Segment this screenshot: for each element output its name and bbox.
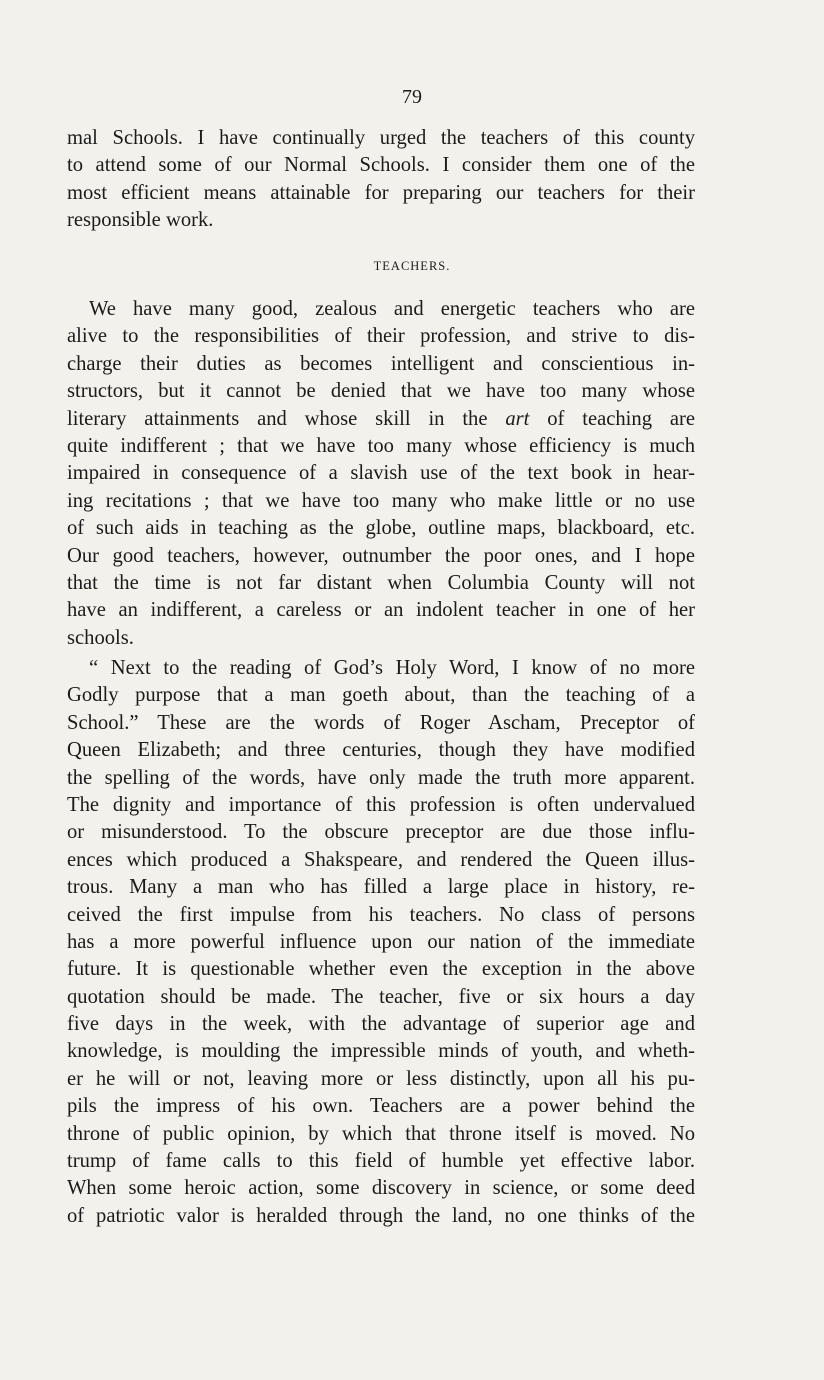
section-heading: TEACHERS. (373, 259, 451, 273)
text-line: have an indifferent, a careless or an indolent teacher in one of her (67, 599, 695, 622)
text-line: We have many good, zealous and energetic teachers who are (89, 298, 695, 320)
text-line: alive to the responsibilities of their profession, and strive to dis- (67, 325, 695, 348)
text-line: School.” These are the words of Roger Ascham, Preceptor of (67, 711, 695, 734)
text-line: quite indifferent ; that we have too many whose efficiency is much (67, 434, 695, 457)
text-line: quotation should be made. The teacher, five or six hours a day (67, 985, 695, 1008)
text-line: “ Next to the reading of God’s Holy Word, I know of no more (89, 657, 695, 679)
page-number: 79 (402, 86, 422, 108)
text-line: that the time is not far distant when Columbia County will not (67, 571, 695, 594)
text-line: Godly purpose that a man goeth about, than the teaching of a (67, 684, 695, 707)
text-line: the spelling of the words, have only made the truth more apparent. (67, 766, 695, 789)
text-line: to attend some of our Normal Schools. I consider them one of the (67, 154, 695, 177)
text-line: structors, but it cannot be denied that we have too many whose (67, 380, 695, 403)
text-line: er he will or not, leaving more or less distinctly, upon all his pu- (67, 1067, 695, 1090)
text-line: five days in the week, with the advantage of superior age and (67, 1013, 695, 1036)
text-line: The dignity and importance of this profession is often undervalued (67, 793, 695, 816)
text-line: responsible work. (67, 209, 214, 232)
teachers-paragraph-2 (67, 655, 695, 1230)
teachers-paragraph-1 (67, 296, 695, 652)
text-line: pils the impress of his own. Teachers are a power behind the (67, 1095, 695, 1118)
text-line: most efficient means attainable for preparing our teachers for their (67, 181, 695, 204)
text-line: future. It is questionable whether even the exception in the above (67, 958, 695, 981)
text-line: ences which produced a Shakspeare, and rendered the Queen illus- (67, 848, 695, 871)
text-line: Queen Elizabeth; and three centuries, though they have modified (67, 739, 695, 762)
text-line: or misunderstood. To the obscure preceptor are due those influ- (67, 821, 695, 844)
text-line: charge their duties as becomes intelligent and conscientious in- (67, 352, 695, 375)
text-line: Our good teachers, however, outnumber the poor ones, and I hope (67, 544, 695, 567)
text-line-with-italic: literary attainments and whose skill in the art of teaching are (67, 407, 695, 430)
text-line: ceived the first impulse from his teachers. No class of persons (67, 903, 695, 926)
italic-word: art (505, 407, 530, 430)
text-line: knowledge, is moulding the impressible minds of youth, and wheth- (67, 1040, 695, 1063)
text-line: has a more powerful influence upon our nation of the immediate (67, 930, 695, 953)
text-line: When some heroic action, some discovery in science, or some deed (67, 1177, 695, 1200)
text-line: mal Schools. I have continually urged the teachers of this county (67, 127, 695, 149)
text-line: of patriotic valor is heralded through the land, no one thinks of the (67, 1204, 695, 1227)
text-line: trous. Many a man who has filled a large place in history, re- (67, 876, 695, 899)
text-line: schools. (67, 626, 134, 649)
intro-paragraph (67, 125, 695, 235)
text-line: trump of fame calls to this field of humble yet effective labor. (67, 1150, 695, 1173)
text-line: throne of public opinion, by which that throne itself is moved. No (67, 1122, 695, 1145)
text-line: impaired in consequence of a slavish use of the text book in hear- (67, 462, 695, 485)
text-line: ing recitations ; that we have too many who make little or no use (67, 489, 695, 512)
text-line: of such aids in teaching as the globe, outline maps, blackboard, etc. (67, 517, 695, 540)
